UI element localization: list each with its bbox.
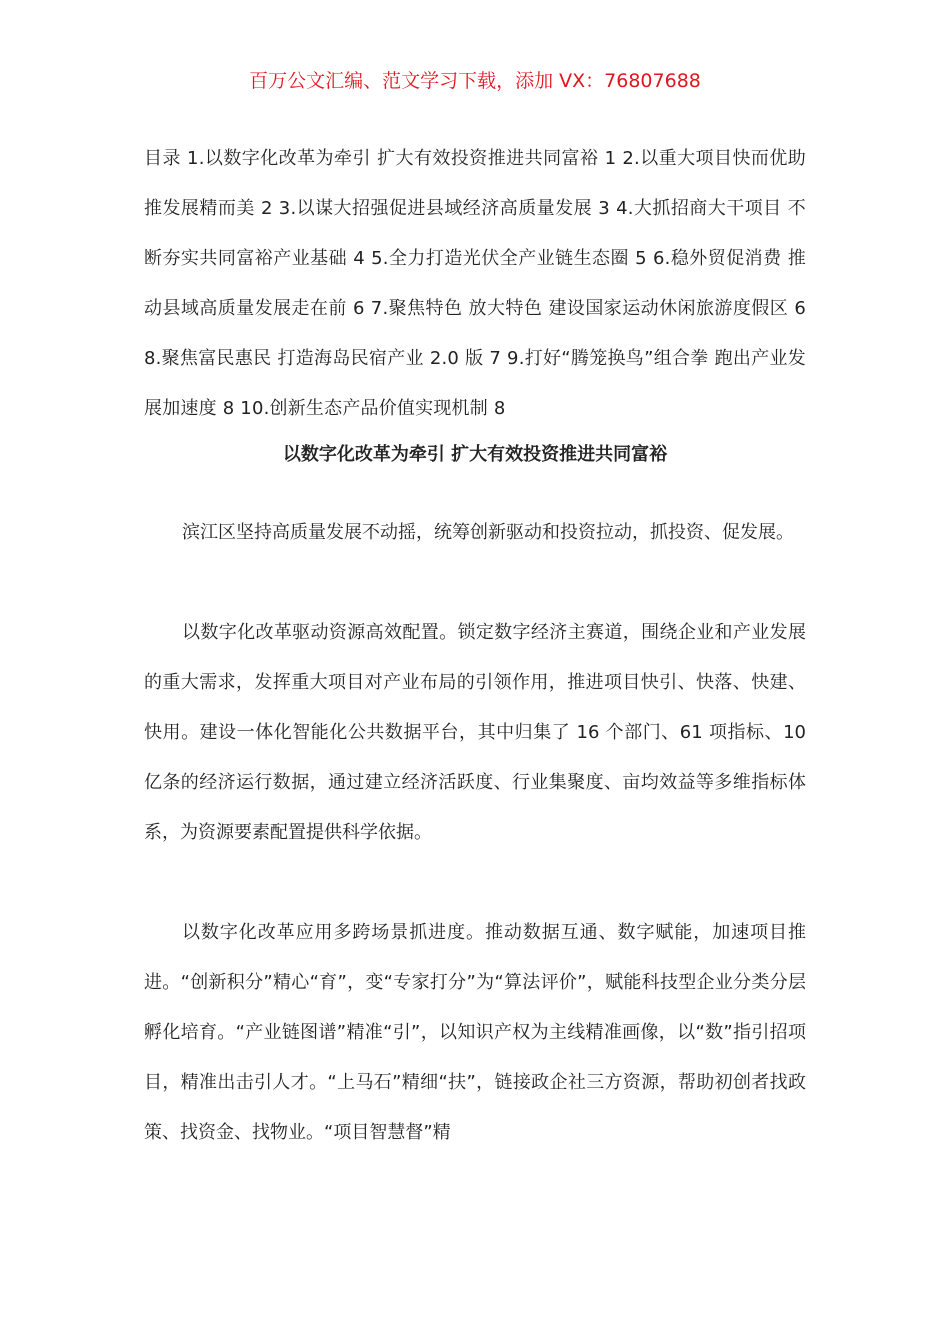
- paragraph-2: 以数字化改革驱动资源高效配置。锁定数字经济主赛道，围绕企业和产业发展的重大需求，发挥重大项目对产业布局的引领作用，推进项目快引、快落、快建、快用。建设一体化智能化公共数据平台，其中归集了 16 个部门、61 项指标、10 亿条的经济运行数据，通过建立经济活跃度、行业集聚度、亩均效益等多维指标体系，为资源要素配置提供科学依据。: [144, 622, 806, 843]
- section-title: 以数字化改革为牵引 扩大有效投资推进共同富裕: [282, 444, 668, 465]
- paragraph-3: 以数字化改革应用多跨场景抓进度。推动数据互通、数字赋能，加速项目推进。“创新积分”精心“育”，变“专家打分”为“算法评价”，赋能科技型企业分类分层孵化培育。“产业链图谱”精准“引”，以知识产权为主线精准画像，以“数”指引招项目，精准出击引人才。“上马石”精细“扶”，链接政企社三方资源，帮助初创者找政策、找资金、找物业。“项目智慧督”精: [144, 922, 806, 1143]
- table-of-contents: 目录 1.以数字化改革为牵引 扩大有效投资推进共同富裕 1 2.以重大项目快而优助推发展精而美 2 3.以谋大招强促进县域经济高质量发展 3 4.大抓招商大干项目 不断夯实共同富裕产业基础 4 5.全力打造光伏全产业链生态圈 5 6.稳外贸促消费 推动县域高质量发展走在前 6 7.聚焦特色 放大特色 建设国家运动休闲旅游度假区 6 8.聚焦富民惠民 打造海岛民宿产业 2.0 版 7 9.打好“腾笼换鸟”组合拳 跑出产业发展加速度 8 10.创新生态产品价值实现机制 8: [144, 148, 806, 419]
- paragraph-1: 滨江区坚持高质量发展不动摇，统筹创新驱动和投资拉动，抓投资、促发展。: [182, 522, 794, 543]
- header-banner: 百万公文汇编、范文学习下载，添加 VX：76807688: [249, 70, 701, 92]
- document-body: [144, 134, 806, 1158]
